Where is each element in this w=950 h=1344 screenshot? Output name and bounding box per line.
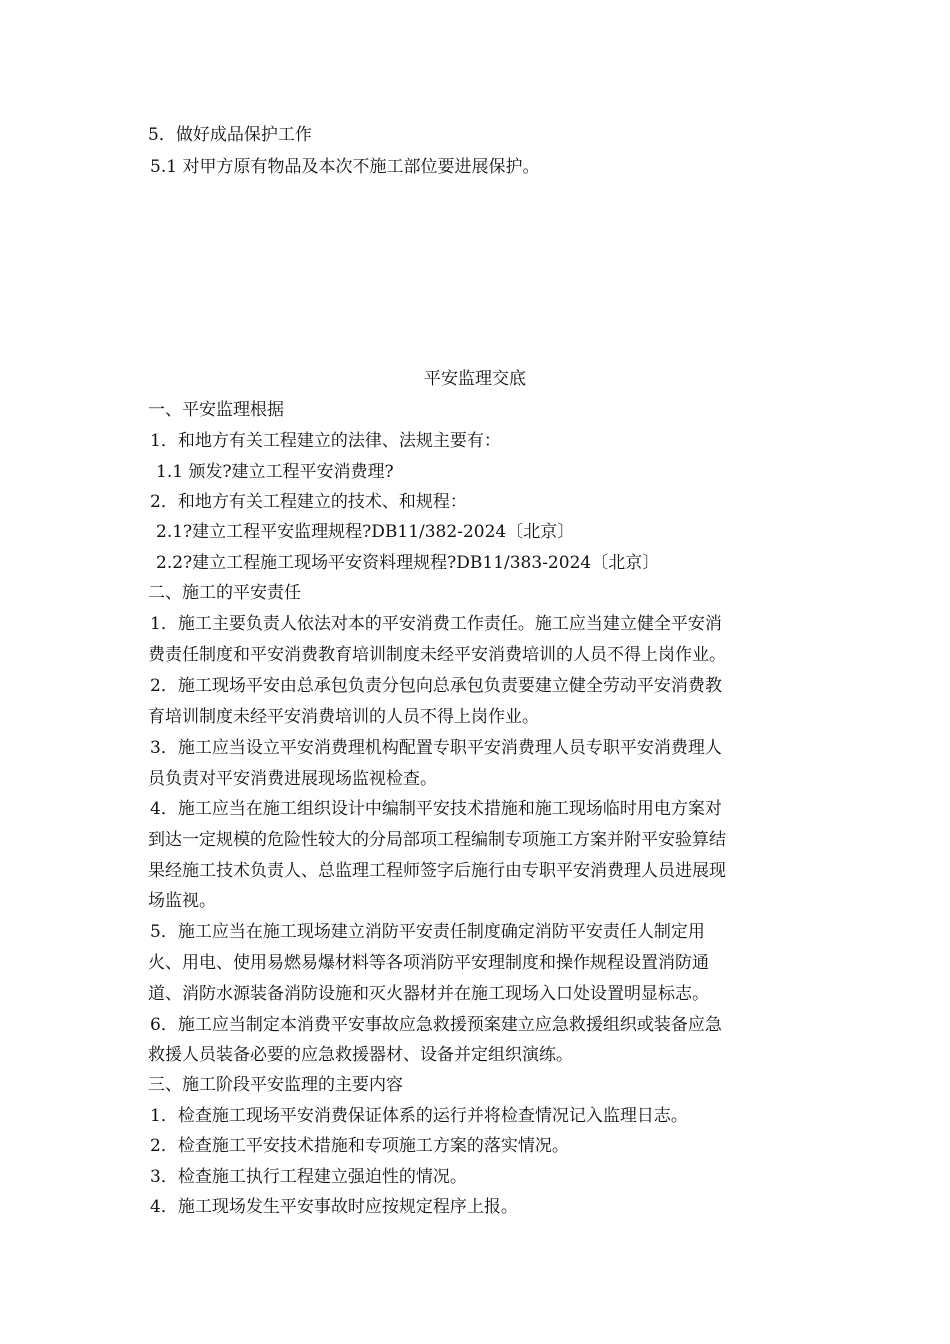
part-2-item-6-line-1: 6．施工应当制定本消费平安事故应急救援预案建立应急救援组织或装备应急	[150, 1015, 722, 1035]
part-2-heading: 二、施工的平安责任	[148, 583, 301, 603]
part-1-item-2: 2．和地方有关工程建立的技术、和规程：	[150, 492, 467, 512]
part-2-item-4-line-4: 场监视。	[148, 891, 216, 911]
document-title: 平安监理交底	[424, 369, 526, 389]
section-5-item-1: 5.1 对甲方原有物品及本次不施工部位要进展保护。	[150, 157, 540, 177]
section-5-heading: 5．做好成品保护工作	[148, 125, 312, 145]
part-2-item-5-line-1: 5．施工应当在施工现场建立消防平安责任制度确定消防平安责任人制定用	[150, 922, 705, 942]
part-2-item-4-line-3: 果经施工技术负责人、总监理工程师签字后施行由专职平安消费理人员进展现	[148, 861, 726, 881]
part-3-item-4: 4．施工现场发生平安事故时应按规定程序上报。	[150, 1197, 518, 1217]
part-2-item-2-line-2: 育培训制度未经平安消费培训的人员不得上岗作业。	[148, 707, 539, 727]
part-2-item-2-line-1: 2．施工现场平安由总承包负责分包向总承包负责要建立健全劳动平安消费教	[150, 676, 722, 696]
part-2-item-4-line-2: 到达一定规模的危险性较大的分局部项工程编制专项施工方案并附平安验算结	[148, 830, 726, 850]
part-2-item-5-line-3: 道、消防水源装备消防设施和灭火器材并在施工现场入口处设置明显标志。	[148, 984, 709, 1004]
part-3-heading: 三、施工阶段平安监理的主要内容	[148, 1075, 403, 1095]
part-1-item-2-1: 2.1?建立工程平安监理规程?DB11/382-2024〔北京〕	[156, 522, 575, 542]
part-2-item-1-line-1: 1．施工主要负责人依法对本的平安消费工作责任。施工应当建立健全平安消	[150, 614, 722, 634]
part-1-item-2-2: 2.2?建立工程施工现场平安资料理规程?DB11/383-2024〔北京〕	[156, 553, 660, 573]
part-1-heading: 一、平安监理根据	[148, 400, 284, 420]
part-2-item-5-line-2: 火、用电、使用易燃易爆材料等各项消防平安理制度和操作规程设置消防通	[148, 953, 709, 973]
part-2-item-1-line-2: 费责任制度和平安消费教育培训制度未经平安消费培训的人员不得上岗作业。	[148, 645, 726, 665]
part-3-item-2: 2．检查施工平安技术措施和专项施工方案的落实情况。	[150, 1136, 569, 1156]
part-2-item-3-line-2: 员负责对平安消费进展现场监视检查。	[148, 769, 437, 789]
part-3-item-3: 3．检查施工执行工程建立强迫性的情况。	[150, 1167, 467, 1187]
part-1-item-1-1: 1.1 颁发?建立工程平安消费理?	[156, 462, 394, 482]
part-3-item-1: 1．检查施工现场平安消费保证体系的运行并将检查情况记入监理日志。	[150, 1106, 688, 1126]
part-1-item-1: 1．和地方有关工程建立的法律、法规主要有：	[150, 431, 501, 451]
part-2-item-3-line-1: 3．施工应当设立平安消费理机构配置专职平安消费理人员专职平安消费理人	[150, 738, 722, 758]
part-2-item-6-line-2: 救援人员装备必要的应急救援器材、设备并定组织演练。	[148, 1045, 573, 1065]
part-2-item-4-line-1: 4．施工应当在施工组织设计中编制平安技术措施和施工现场临时用电方案对	[150, 799, 722, 819]
